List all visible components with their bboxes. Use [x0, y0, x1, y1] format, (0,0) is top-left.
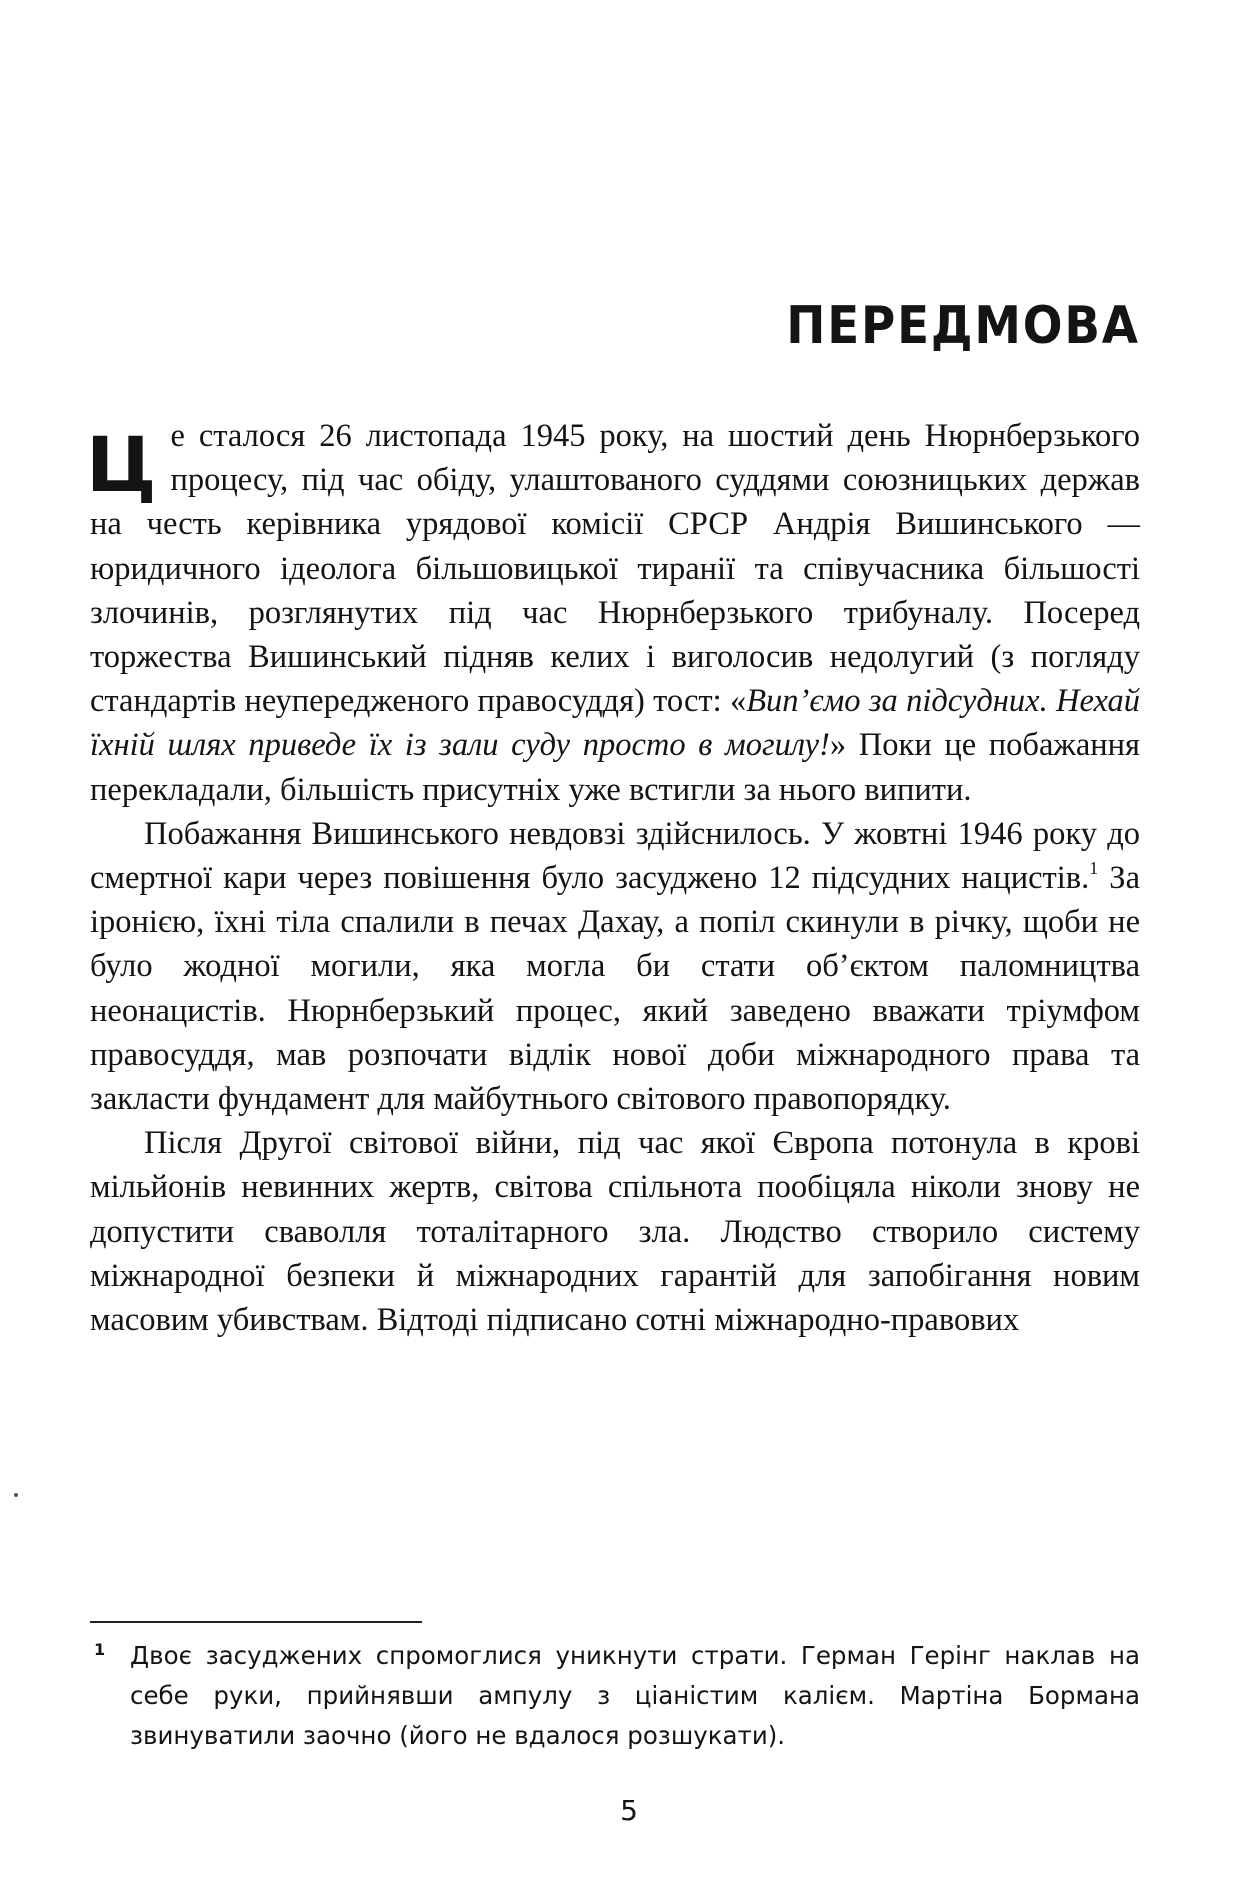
footnote-marker: 1 [94, 1640, 106, 1659]
scan-speck [14, 1493, 18, 1497]
footnote [90, 1636, 1140, 1756]
paragraph-2-ending: За іронією, їхні тіла спалили в печах Дахау, а попіл скинули в річку, щоби не було жодної могили, яка могла би стати об’єктом паломництва неонацистів. Нюрнберзький процес, який заведено вважати тріумфом правосуддя, мав розпочати відлік нової доби міжнародного права та закласти фундамент для майбутнього світового правопорядку. [90, 860, 1140, 1118]
paragraph-1 [86, 414, 1141, 812]
footnote-reference[interactable]: 1 [1089, 858, 1099, 879]
paragraph-2-text: Побажання Вишинського невдовзі здійснилось. У жовтні 1946 року до смертної кари через повішення було засуджено 12 підсудних нацистів. [90, 815, 1140, 897]
paragraph-3: Після Другої світової війни, під час якої Європа потонула в крові мільйонів невинних жертв, світова спільнота пообіцяла ніколи знову не допустити сваволля тоталітарного зла. Людство створило систему міжнародної безпеки й міжнародних гарантій для запобігання новим масовим убивствам. Відтоді підписано сотні міжнародно-правових [90, 1125, 1140, 1339]
paragraph-1-ending: » Поки це побажання перекладали, більшість присутніх уже встигли за нього випити. [90, 727, 1141, 808]
body-text [86, 414, 1141, 1342]
paragraph-2 [90, 812, 1140, 1121]
page-number: 5 [620, 1794, 638, 1827]
vyshinsky-toast-quote: Вип’ємо за підсудних. Нехай їхній шлях приведе їх із зали суду просто в могилу! [90, 683, 1140, 764]
footnote-divider [90, 1621, 422, 1623]
paragraph-1-text: е сталося 26 листопада 1945 року, на шостий день Нюрнберзького процесу, під час обіду, улаштованого суддями союзницьких держав на честь керівника урядової комісії СРСР Андрія Вишинського — юридичного ідеолога більшовицької тиранії та співучасника більшості злочинів, розглянутих під час Нюрнберзького трибуналу. Посеред торжества Вишинський підняв келих і виголосив недолугий (з погляду стандартів неупередженого правосуддя) тост: « [90, 418, 1140, 720]
drop-cap: Ц [86, 420, 157, 509]
chapter-heading: ПЕРЕДМОВА [786, 296, 1140, 356]
footnote-text: Двоє засуджених спромоглися уникнути страти. Герман Герінг наклав на себе руки, прийнявши ампулу з ціаністим калієм. Мартіна Бормана звинуватили заочно (його не вдалося розшукати). [130, 1641, 1140, 1750]
